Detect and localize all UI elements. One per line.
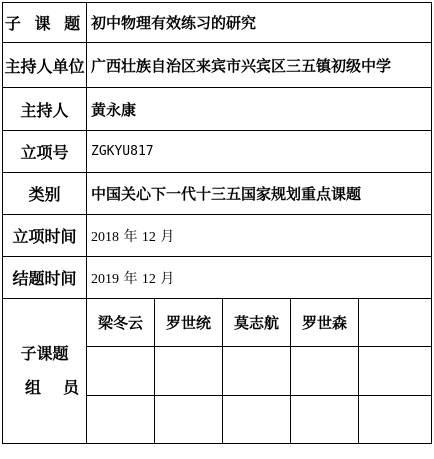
start-month: 12 (141, 229, 156, 245)
start-month-suffix: 月 (160, 228, 175, 245)
start-year-suffix: 年 (123, 228, 138, 245)
end-date-label: 结题时间 (3, 257, 87, 299)
member-cell (359, 347, 432, 396)
end-year: 2019 (91, 271, 119, 287)
member-cell (155, 396, 223, 444)
members-label-line2: 组员 (25, 378, 102, 397)
member-name-1: 梁冬云 (87, 299, 155, 347)
member-cell (223, 347, 291, 396)
start-date-value (87, 215, 432, 257)
end-month: 12 (141, 271, 156, 287)
start-year: 2018 (91, 229, 119, 245)
member-cell (223, 396, 291, 444)
member-cell (291, 347, 359, 396)
subproject-label: 子 课 题 (3, 3, 87, 43)
category-label: 类别 (3, 173, 87, 215)
member-name-2: 罗世统 (155, 299, 223, 347)
member-name-5 (359, 299, 432, 347)
member-cell (359, 396, 432, 444)
row-start-date (3, 215, 432, 257)
member-name-4: 罗世森 (291, 299, 359, 347)
row-host (3, 88, 432, 131)
end-month-suffix: 月 (160, 270, 175, 287)
host-unit-value: 广西壮族自治区来宾市兴宾区三五镇初级中学 (87, 43, 432, 88)
member-name-3: 莫志航 (223, 299, 291, 347)
host-unit-label: 主持人单位 (3, 43, 87, 88)
member-cell (155, 347, 223, 396)
row-end-date (3, 257, 432, 299)
project-info-table (2, 2, 432, 444)
row-host-unit (3, 43, 432, 88)
start-date-label: 立项时间 (3, 215, 87, 257)
row-members-names (3, 299, 432, 347)
end-year-suffix: 年 (123, 270, 138, 287)
row-subproject (3, 3, 432, 43)
row-project-number (3, 131, 432, 173)
project-number-label: 立项号 (3, 131, 87, 173)
project-number-value: ZGKYU817 (87, 131, 432, 173)
member-cell (291, 396, 359, 444)
category-value: 中国关心下一代十三五国家规划重点课题 (87, 173, 432, 215)
host-value: 黄永康 (87, 88, 432, 131)
members-label (3, 299, 102, 444)
subproject-value: 初中物理有效练习的研究 (87, 3, 432, 43)
members-label-line1: 子课题 (20, 344, 69, 363)
host-label: 主持人 (3, 88, 87, 131)
end-date-value (87, 257, 432, 299)
row-category (3, 173, 432, 215)
